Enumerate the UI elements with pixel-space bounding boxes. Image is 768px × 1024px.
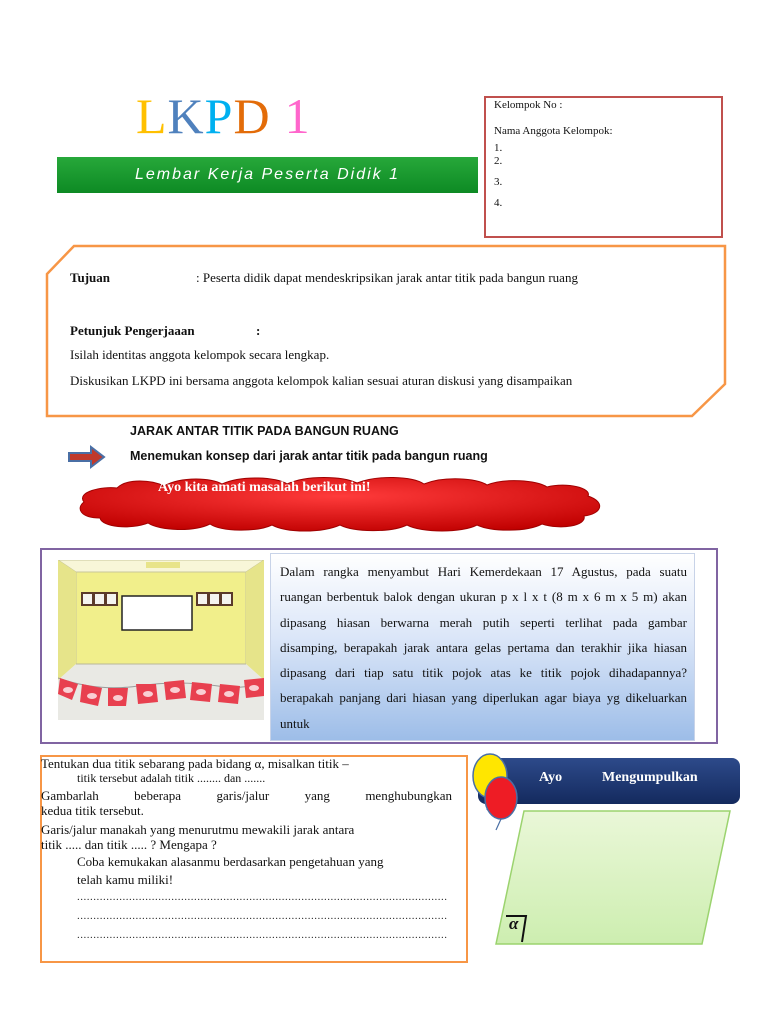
task-word: beberapa	[134, 788, 182, 803]
instruction-line: Isilah identitas anggota kelompok secara lengkap.	[70, 347, 330, 362]
cloud-banner-text: Ayo kita amati masalah berikut ini!	[158, 480, 371, 495]
room-decoration-image	[58, 560, 264, 720]
member-line: 1.	[494, 142, 503, 154]
task-word: Gambarlah	[41, 788, 99, 803]
task-line-justified	[41, 788, 452, 803]
instructions-label: Petunjuk Pengerjaaan	[70, 323, 195, 338]
task-line: Coba kemukakan alasanmu berdasarkan pengetahuan yang	[77, 854, 384, 869]
subtitle-banner: Lembar Kerja Peserta Didik 1	[57, 157, 478, 193]
task-word: yang	[304, 788, 330, 803]
lkpd-title	[136, 86, 311, 146]
title-letter: D	[233, 88, 271, 144]
problem-text: Dalam rangka menyambut Hari Kemerdekaan 17 Agustus, pada suatu ruangan berbentuk balok dengan ukuran p x l x t (8 m x 6 m x 5 m) akan dipasang hiasan berwarna merah putih seperti terlihat pada gambar disamping, berapakah jarak antara gelas pertama dan terakhir jika hiasan dipasang dari tiap satu titik pojok atas ke titik pojok dihadapannya? berapakah panjang dari hiasan yang diperlukan agar biaya yg dikeluarkan untuk	[270, 553, 695, 741]
member-line: 4.	[494, 197, 503, 209]
answer-line[interactable]: ..................................................................................................................	[77, 929, 448, 941]
plane-alpha-figure	[494, 808, 734, 948]
task-line: titik ..... dan titik ..... ? Mengapa ?	[41, 837, 217, 852]
task-word: menghubungkan	[365, 788, 452, 803]
task-line: kedua titik tersebut.	[41, 803, 144, 818]
task-word: garis/jalur	[216, 788, 270, 803]
task-line: Tentukan dua titik sebarang pada bidang α, misalkan titik –	[41, 756, 349, 771]
alpha-label: α	[509, 914, 519, 933]
group-info-box	[484, 96, 723, 238]
answer-line[interactable]: ..................................................................................................................	[77, 891, 448, 903]
task-line: Garis/jalur manakah yang menurutmu mewakili jarak antara	[41, 822, 355, 837]
member-line: 2.	[494, 155, 503, 167]
member-line: 3.	[494, 176, 503, 188]
arrow-right-icon	[67, 444, 107, 470]
section-subheading: Menemukan konsep dari jarak antar titik pada bangun ruang	[130, 449, 488, 463]
task-line: telah kamu miliki!	[77, 872, 174, 887]
collect-word-2: Mengumpulkan	[602, 770, 698, 785]
task-line: titik tersebut adalah titik ........ dan .......	[77, 771, 266, 785]
instructions-colon: :	[256, 323, 261, 338]
title-letter: L	[136, 88, 168, 144]
group-members-label: Nama Anggota Kelompok:	[494, 125, 613, 137]
answer-line[interactable]: ..................................................................................................................	[77, 910, 448, 922]
task-content	[41, 756, 453, 943]
instruction-line: Diskusikan LKPD ini bersama anggota kelompok kalian sesuai aturan diskusi yang disampaikan	[70, 373, 573, 388]
objective-label: Tujuan	[70, 270, 110, 285]
collect-word-1: Ayo	[539, 770, 563, 785]
title-letter: K	[167, 88, 205, 144]
objective-text: : Peserta didik dapat mendeskripsikan jarak antar titik pada bangun ruang	[196, 270, 578, 285]
section-heading: JARAK ANTAR TITIK PADA BANGUN RUANG	[130, 424, 399, 438]
title-letter: 1	[284, 88, 311, 144]
title-letter: P	[204, 88, 234, 144]
group-number-label: Kelompok No :	[494, 99, 563, 111]
